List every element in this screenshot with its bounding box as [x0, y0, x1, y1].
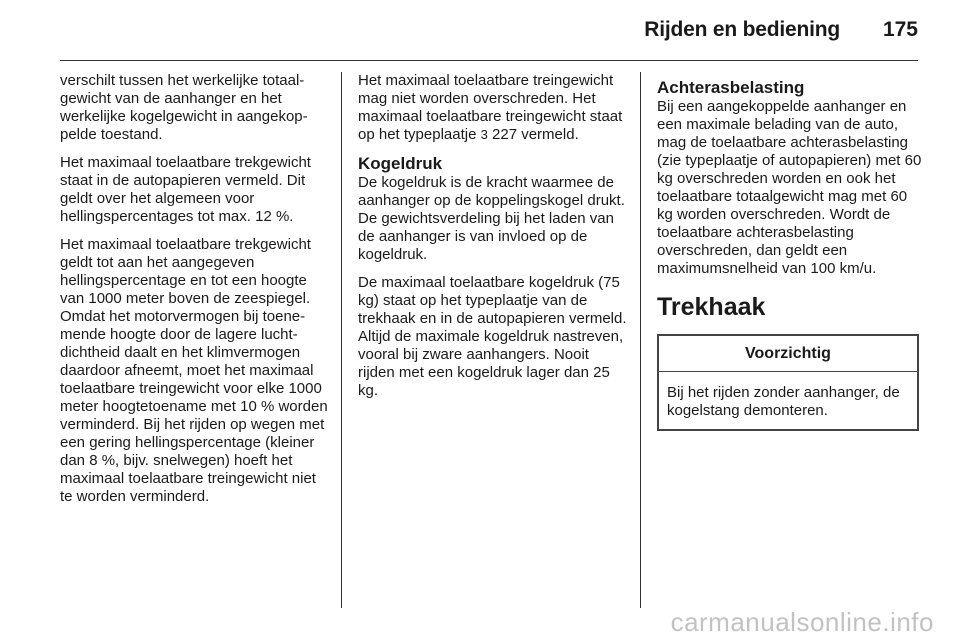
column-divider — [341, 72, 342, 608]
paragraph: Bij een aangekoppelde aanhanger en een maximale belading van de auto, mag de toelaatbare achterasbelasting (zie typeplaatje of autopapieren) met 60 kg overschreden worden en ook het toelaatbare totaalgewicht mag met 60 kg worden overschreden. Wordt de toelaatbare achterasbelasting overschreden, dan geldt een maximumsnelheid van 100 km/u. — [657, 98, 922, 277]
paragraph: De maximaal toelaatbare kogeldruk (75 kg) staat op het typeplaatje van de trekhaak en in de autopapieren vermeld. Altijd de maximale kogeldruk nastreven, vooral bij zware aanhangers. Nooit rijden met een kogeldruk lager dan 25 kg. — [358, 274, 627, 399]
watermark: carmanualsonline.info — [670, 607, 934, 637]
column-2 — [358, 72, 628, 410]
paragraph-tail: vermeld. — [521, 126, 579, 143]
page-number: 175 — [882, 18, 918, 41]
caution-body: Bij het rijden zonder aanhanger, de kogelstang demonteren. — [667, 384, 900, 419]
section-heading-achterasbelasting: Achterasbelasting — [657, 78, 805, 97]
section-heading-kogeldruk: Kogeldruk — [358, 154, 443, 173]
page-reference-link[interactable]: 227 — [492, 126, 518, 143]
paragraph — [358, 72, 628, 144]
paragraph: De kogeldruk is de kracht waarmee de aanhanger op de koppelingskogel drukt. De gewichtsverdeling bij het laden van de aanhanger is van invloed op de kogeldruk. — [358, 174, 625, 263]
paragraph: Het maximaal toelaatbare trekgewicht staat in de autopapieren vermeld. Dit geldt over het algemeen voor hellingspercentages tot max. 12 %. — [60, 154, 311, 225]
page-header — [0, 0, 960, 62]
section-title-trekhaak: Trekhaak — [657, 293, 766, 321]
column-3 — [657, 72, 922, 431]
caution-box — [657, 334, 919, 431]
column-divider — [640, 72, 641, 608]
column-1 — [60, 72, 328, 516]
header-rule — [60, 60, 918, 61]
page-reference-icon: 3 — [480, 127, 488, 142]
caution-title: Voorzichtig — [659, 336, 917, 372]
paragraph: verschilt tussen het werkelijke totaalgewicht van de aanhanger en het werkelijke kogelgewicht in aangekoppelde toestand. — [60, 72, 308, 143]
chapter-title: Rijden en bediening — [644, 18, 840, 41]
paragraph: Het maximaal toelaatbare trekgewicht geldt tot aan het aangegeven hellingspercentage en tot een hoogte van 1000 meter boven de zeespiegel. Omdat het motorvermogen bij toenemende hoogte door de lagere luchtdichtheid daalt en het klimvermogen daardoor afneemt, moet het maximaal toelaatbare treingewicht voor elke 1000 meter hoogtetoename met 10 % worden verminderd. Bij het rijden op wegen met een gering hellingspercentage (kleiner dan 8 %, bijv. snelwegen) hoeft het maximaal toelaatbare treingewicht niet te worden verminderd. — [60, 236, 328, 505]
paragraph-text: Het maximaal toelaatbare treingewicht mag niet worden overschreden. Het maximaal toelaatbare treingewicht staat op het typeplaatje — [358, 72, 623, 143]
